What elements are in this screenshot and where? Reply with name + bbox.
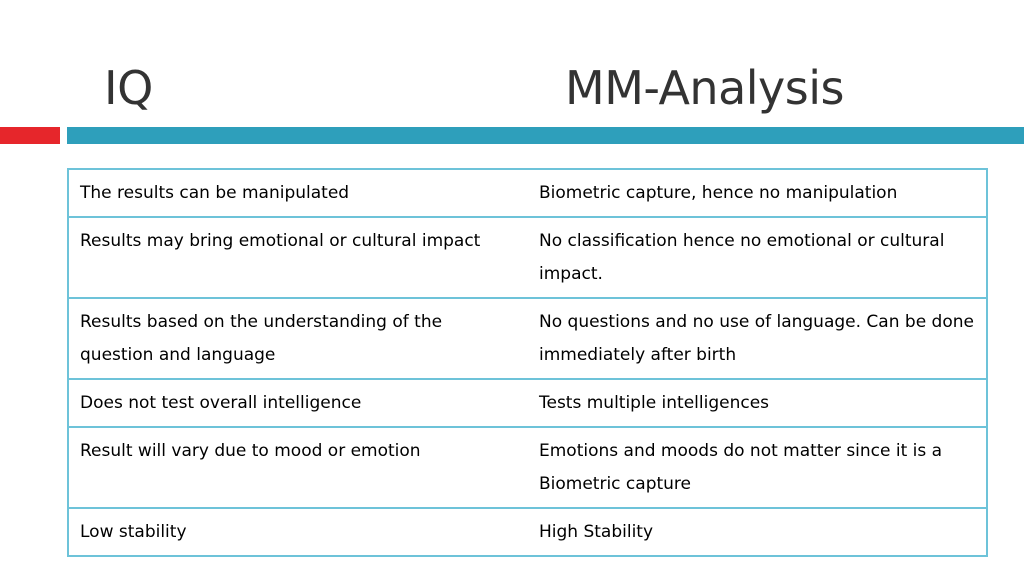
iq-cell: Result will vary due to mood or emotion [68,427,528,508]
mm-cell: Biometric capture, hence no manipulation [539,183,898,203]
mm-cell: No classification hence no emotional or cultural impact. [528,217,987,298]
mm-cell: Emotions and moods do not matter since it is a Biometric capture [528,427,987,508]
iq-cell: Results based on the understanding of the question and language [68,298,528,379]
table-row [68,427,987,508]
mm-analysis-heading: MM-Analysis [565,61,844,115]
accent-bar-red [0,127,60,144]
iq-cell: Low stability [68,508,528,556]
comparison-table [67,168,988,557]
table-row [68,217,987,298]
mm-cell: High Stability [528,508,987,556]
mm-cell: Tests multiple intelligences [528,379,987,427]
iq-cell: The results can be manipulated [80,183,350,203]
mm-cell: No questions and no use of language. Can be done immediately after birth [528,298,987,379]
iq-cell: Results may bring emotional or cultural impact [68,217,528,298]
table-row [68,298,987,379]
iq-heading: IQ [104,61,153,115]
accent-bar-teal [67,127,1024,144]
table-row [68,379,987,427]
table-row [68,169,987,217]
iq-cell: Does not test overall intelligence [68,379,528,427]
table-row [68,508,987,556]
